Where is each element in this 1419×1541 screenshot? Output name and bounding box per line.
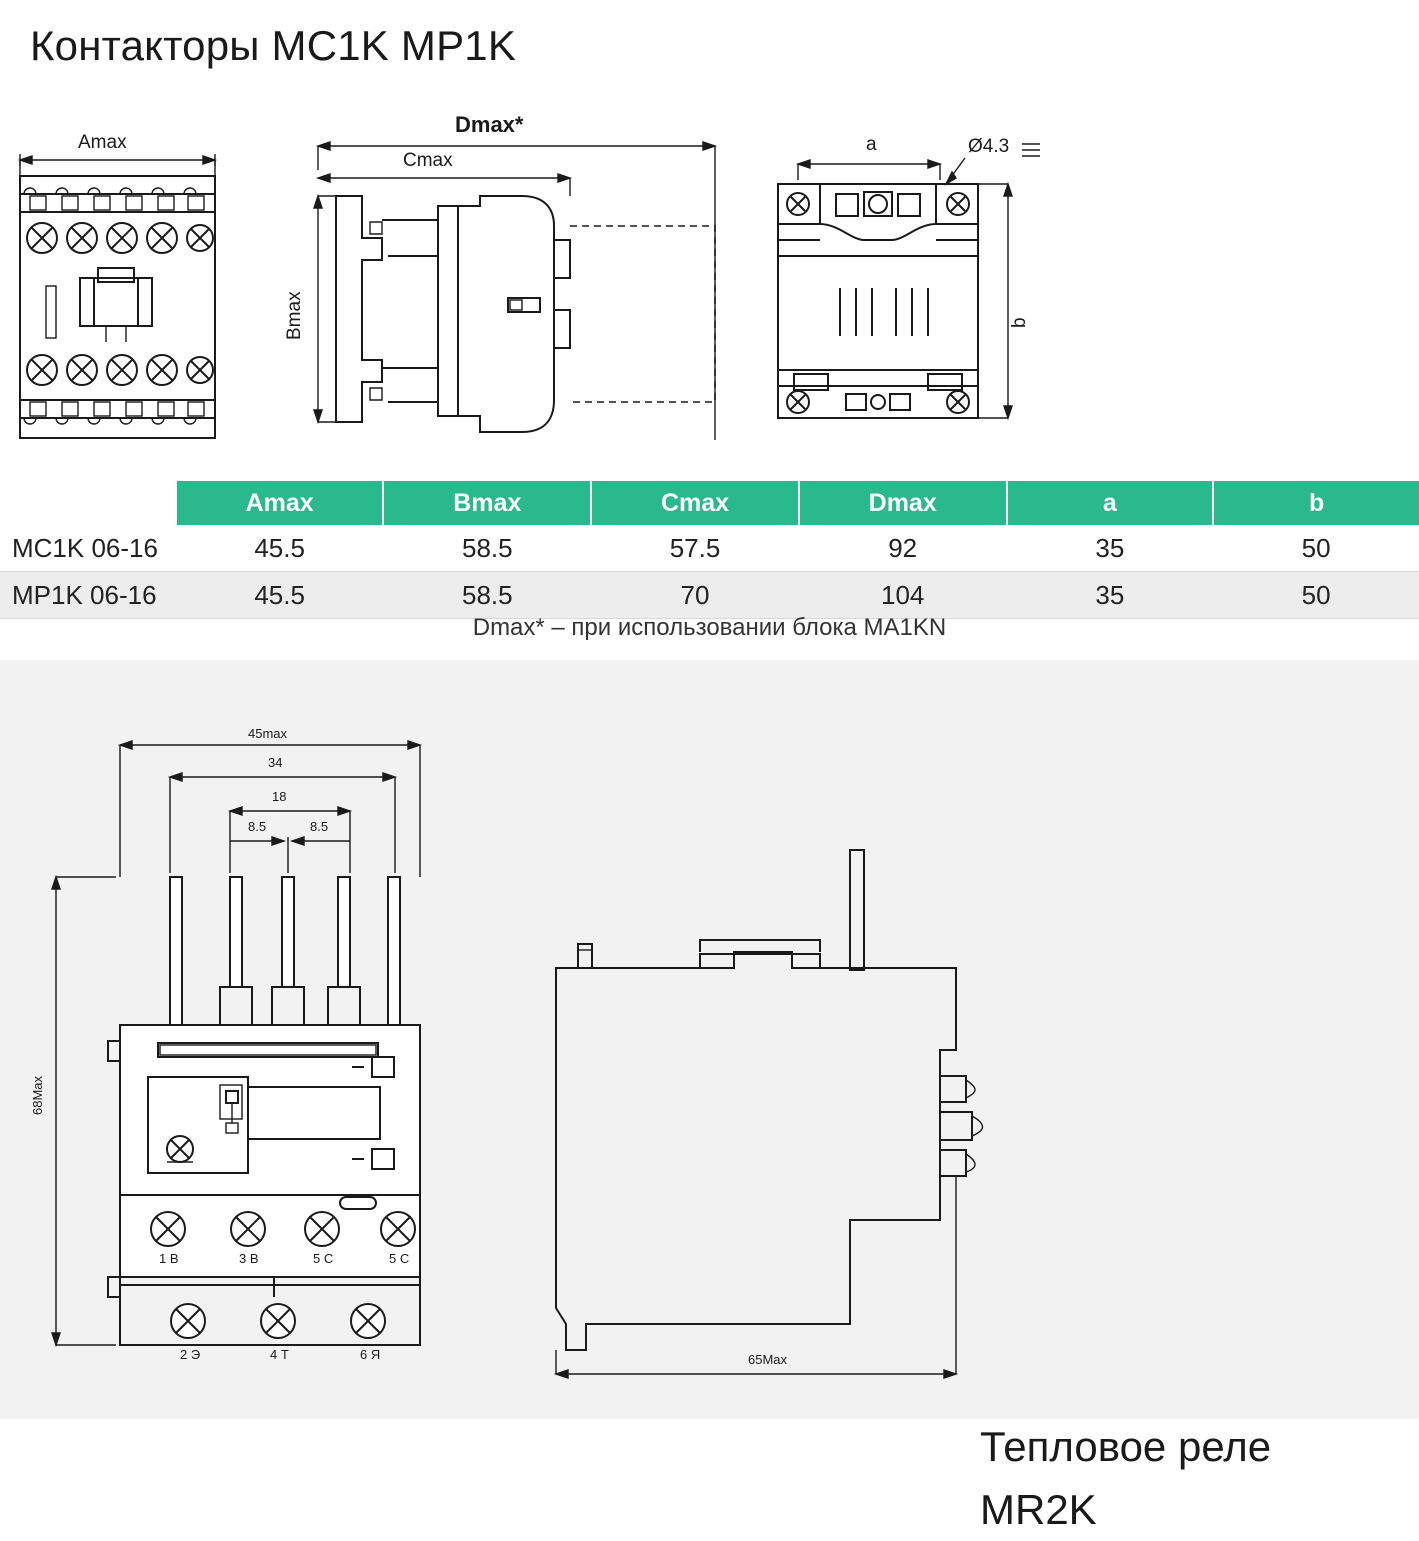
dim-68max-label: 68Max bbox=[30, 1075, 45, 1115]
table-header-row bbox=[0, 481, 1419, 525]
terminal-label-6ya: 6 Я bbox=[360, 1347, 381, 1362]
cell-mp1k-amax: 45.5 bbox=[176, 572, 384, 619]
dim-18-label: 18 bbox=[272, 789, 287, 804]
cell-mp1k-cmax: 70 bbox=[591, 572, 799, 619]
cell-mc1k-cmax: 57.5 bbox=[591, 525, 799, 572]
dimensions-table bbox=[0, 481, 1419, 619]
cell-mc1k-a: 35 bbox=[1007, 525, 1214, 572]
section-contactors bbox=[0, 0, 1419, 656]
contactor-back-view bbox=[760, 128, 1080, 470]
contactor-drawings bbox=[0, 110, 1419, 470]
dim-bmax-label: Bmax bbox=[284, 291, 305, 340]
dim-cmax-label: Cmax bbox=[403, 150, 453, 171]
terminal-label-4t: 4 Т bbox=[270, 1347, 289, 1362]
table-header-dmax: Dmax bbox=[799, 481, 1007, 525]
terminal-label-2e: 2 Э bbox=[180, 1347, 201, 1362]
row-label-mc1k: MC1K 06-16 bbox=[0, 525, 176, 572]
table-row bbox=[0, 525, 1419, 572]
row-label-mp1k: MP1K 06-16 bbox=[0, 572, 176, 619]
cell-mc1k-bmax: 58.5 bbox=[383, 525, 591, 572]
table-header-blank bbox=[0, 481, 176, 525]
dim-34-label: 34 bbox=[268, 755, 283, 770]
cell-mc1k-b: 50 bbox=[1213, 525, 1419, 572]
cell-mp1k-b: 50 bbox=[1213, 572, 1419, 619]
table-row bbox=[0, 572, 1419, 619]
terminal-label-3b: 3 B bbox=[239, 1251, 259, 1266]
table-header-cmax: Cmax bbox=[591, 481, 799, 525]
relay-front-view bbox=[20, 725, 490, 1405]
section-title-thermal-relay bbox=[980, 1415, 1271, 1541]
dim-dmax-label: Dmax* bbox=[455, 112, 524, 137]
table-header-b: b bbox=[1213, 481, 1419, 525]
dim-hole-label: Ø4.3 bbox=[968, 136, 1010, 157]
terminal-label-5c-1: 5 C bbox=[313, 1251, 334, 1266]
terminal-label-5c-2: 5 C bbox=[389, 1251, 410, 1266]
cell-mc1k-amax: 45.5 bbox=[176, 525, 384, 572]
dim-amax-label: Amax bbox=[78, 132, 127, 153]
cell-mp1k-a: 35 bbox=[1007, 572, 1214, 619]
cell-mp1k-dmax: 104 bbox=[799, 572, 1007, 619]
thermal-relay-title-line2: MR2K bbox=[980, 1486, 1097, 1533]
dim-65max-label: 65Max bbox=[748, 1352, 788, 1367]
dim-85-right-label: 8.5 bbox=[310, 819, 329, 834]
table-header-amax: Amax bbox=[176, 481, 384, 525]
dim-45max-label: 45max bbox=[248, 726, 288, 741]
contactor-side-view bbox=[270, 110, 740, 470]
page-title: Контакторы MC1K MP1K bbox=[30, 22, 517, 69]
table-header-a: a bbox=[1007, 481, 1214, 525]
cell-mp1k-bmax: 58.5 bbox=[383, 572, 591, 619]
dim-a-label: a bbox=[866, 134, 877, 155]
cell-mc1k-dmax: 92 bbox=[799, 525, 1007, 572]
thermal-relay-title-line1: Тепловое реле bbox=[980, 1423, 1272, 1470]
terminal-label-1b: 1 B bbox=[159, 1251, 179, 1266]
table-footnote: Dmax* – при использовании блока MA1KN bbox=[472, 614, 947, 641]
dim-b-label: b bbox=[1009, 317, 1030, 328]
contactor-front-view bbox=[10, 130, 250, 480]
section-thermal-relay bbox=[0, 660, 1419, 1533]
relay-side-view bbox=[520, 840, 1040, 1400]
table-header-bmax: Bmax bbox=[383, 481, 591, 525]
dim-85-left-label: 8.5 bbox=[248, 819, 267, 834]
